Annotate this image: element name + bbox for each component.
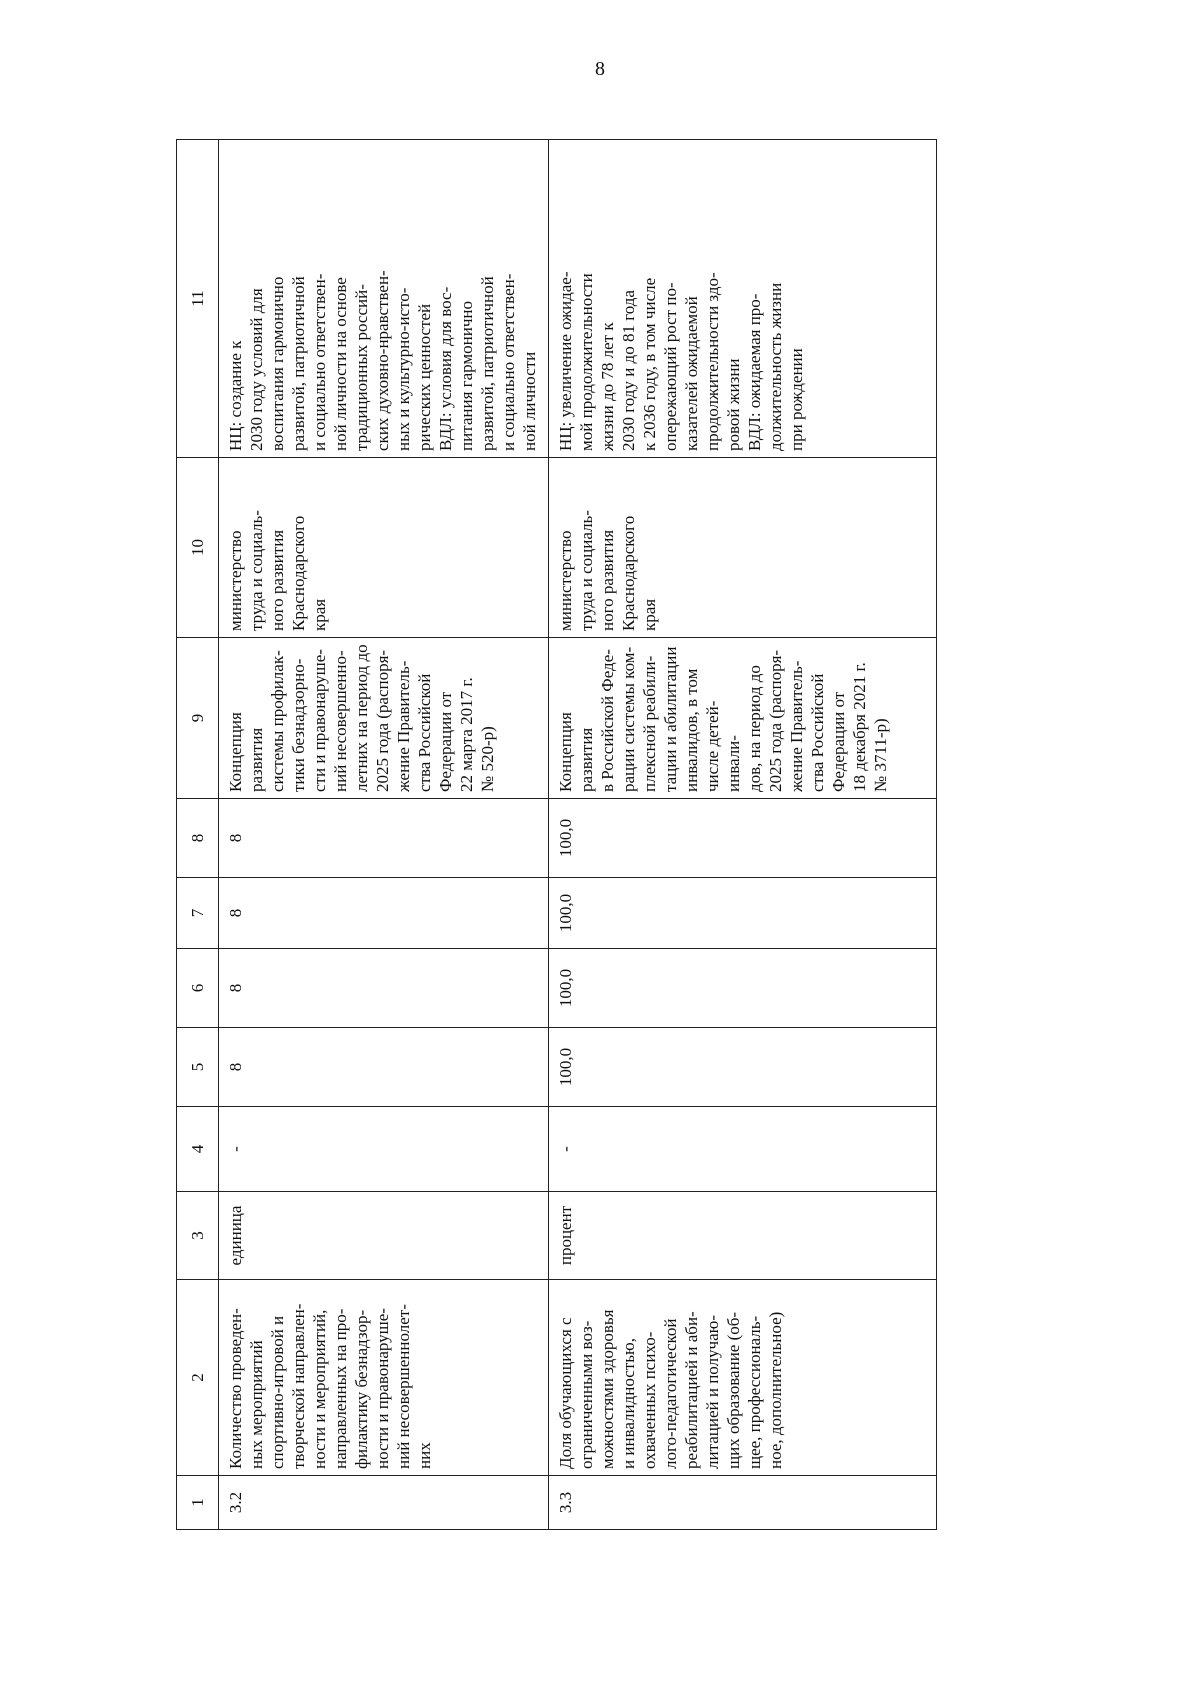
header-col-6: 6	[177, 949, 219, 1028]
page-number: 8	[595, 58, 605, 80]
value-col-5: 100,0	[549, 1028, 937, 1107]
header-col-2: 2	[177, 1280, 219, 1476]
value-col-4: -	[549, 1107, 937, 1192]
header-col-7: 7	[177, 878, 219, 949]
national-goals: НЦ: увеличение ожидае- мой продолжительности жизни до 78 лет к 2030 году и до 81 года к 2036 году, в том числе опережающий рост по- казателей ожидаемой продолжительности здо- ровой жизни ВДЛ: ожидаемая про- должительность жизни при рождении	[549, 140, 937, 458]
row-number: 3.2	[219, 1476, 549, 1530]
value-col-6: 8	[219, 949, 549, 1028]
value-col-7: 100,0	[549, 878, 937, 949]
header-col-1: 1	[177, 1476, 219, 1530]
indicator-name: Доля обучающихся с ограниченными воз- можностями здоровья и инвалидностью, охваченных психо- лого-педагогической реабилитацией и аби- литацией и получаю- щих образование (об- щее, профессиональ- ное, дополнительное)	[549, 1280, 937, 1476]
value-col-7: 8	[219, 878, 549, 949]
header-col-11: 11	[177, 140, 219, 458]
header-col-5: 5	[177, 1028, 219, 1107]
national-goals: НЦ: создание к 2030 году условий для воспитания гармонично развитой, патриотичной и социально ответствен- ной личности на основе традиционных россий- ских духовно-нравствен- ных и культурно-исто- рических ценностей ВДЛ: условия для вос- питания гармонично развитой, патриотичной и социально ответствен- ной личности	[219, 140, 549, 458]
value-col-8: 8	[219, 799, 549, 878]
table-row	[549, 140, 937, 1530]
unit-cell: процент	[549, 1192, 937, 1280]
responsible-body: министерство труда и социаль- ного развития Краснодарского края	[219, 458, 549, 638]
row-number: 3.3	[549, 1476, 937, 1530]
indicators-table	[176, 139, 937, 1530]
indicator-name: Количество проведен- ных мероприятий спортивно-игровой и творческой направлен- ности и мероприятий, направленных на про- филактику безнадзор- ности и правонаруше- ний несовершеннолет- них	[219, 1280, 549, 1476]
header-col-4: 4	[177, 1107, 219, 1192]
value-col-5: 8	[219, 1028, 549, 1107]
header-col-8: 8	[177, 799, 219, 878]
unit-cell: единица	[219, 1192, 549, 1280]
header-col-10: 10	[177, 458, 219, 638]
indicators-table-wrapper	[176, 140, 936, 1530]
header-col-9: 9	[177, 638, 219, 799]
value-col-4: -	[219, 1107, 549, 1192]
responsible-body: министерство труда и социаль- ного развития Краснодарского края	[549, 458, 937, 638]
basis-document: Концепция развития системы профилак- тики безнадзорно- сти и правонаруше- ний несовершенно- летних на период до 2025 года (распоря- жение Правитель- ства Российской Федерации от 22 марта 2017 г. № 520-р)	[219, 638, 549, 799]
value-col-6: 100,0	[549, 949, 937, 1028]
header-col-3: 3	[177, 1192, 219, 1280]
value-col-8: 100,0	[549, 799, 937, 878]
table-header-row	[177, 140, 219, 1530]
basis-document: Концепция развития в Российской Феде- рации системы ком- плексной реабили- тации и абилитации инвалидов, в том числе детей-инвали- дов, на период до 2025 года (распоря- жение Правитель- ства Российской Федерации от 18 декабря 2021 г. № 3711-р)	[549, 638, 937, 799]
table-row	[219, 140, 549, 1530]
